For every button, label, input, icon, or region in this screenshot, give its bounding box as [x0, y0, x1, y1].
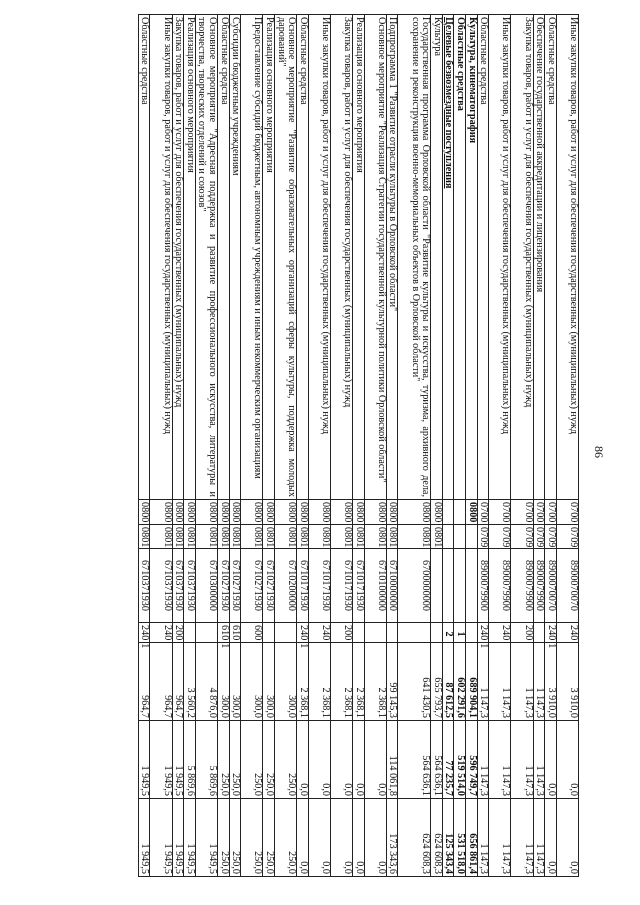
row-ved-cell: 0800 [330, 500, 352, 525]
row-name-cell: Областные средства [454, 15, 466, 500]
row-name-cell: Закупка товаров, работ и услуг для обеспечения государственных (муниципальных) нужд [511, 15, 533, 500]
row-amount-1-cell: 2 368,1 [353, 643, 365, 721]
table-row [442, 15, 454, 877]
row-amount-2-cell: 564 636,1 [431, 721, 443, 799]
row-amount-3-cell: 0,0 [556, 799, 578, 877]
row-ved-cell: 0800 [353, 500, 365, 525]
row-amount-1-cell: 1 147,3 [489, 643, 511, 721]
row-expense-type-cell [466, 623, 478, 643]
row-expense-type-cell [545, 623, 557, 649]
row-amount-1-cell: 964,7 [150, 643, 172, 721]
row-section-cell: 0801 [386, 525, 398, 549]
row-expense-type-cell [184, 623, 196, 643]
row-amount-1-cell: 4 876,0 [195, 643, 217, 721]
row-section-cell: 0801 [364, 525, 386, 549]
page-number: 86 [592, 446, 606, 458]
row-amount-1-cell: 2 368,1 [330, 643, 352, 721]
row-target-article-cell [442, 549, 454, 623]
row-target-article-cell [431, 549, 443, 623]
row-amount-2-cell: 0,0 [545, 721, 557, 799]
row-amount-3-cell: 1 147,3 [533, 799, 545, 877]
row-amount-2-cell: 1 147,3 [533, 721, 545, 799]
row-ved-cell [454, 500, 466, 525]
row-amount-2-cell: 1 949,5 [172, 721, 184, 799]
row-amount-2-cell: 1 147,3 [489, 721, 511, 799]
row-name-cell: Областные средства [217, 15, 229, 500]
row-section-cell: 0801 [297, 525, 309, 549]
row-amount-3-cell: 173 343,6 [386, 799, 398, 877]
row-amount-2-cell: 0,0 [308, 721, 330, 799]
row-expense-type-cell [217, 623, 230, 649]
row-amount-3-cell: 0,0 [308, 799, 330, 877]
row-target-article-cell: 6710171930 [308, 549, 330, 623]
row-amount-1-cell: 300,0 [229, 643, 241, 721]
row-expense-type-cell [431, 623, 443, 643]
row-section-cell: 0801 [217, 525, 229, 549]
row-ved-cell: 0800 [150, 500, 172, 525]
row-section-cell [466, 525, 478, 549]
row-ved-cell: 0800 [241, 500, 263, 525]
rotated-page [62, 14, 579, 876]
row-name-cell: Подпрограмма 1 "Развитие отрасли культуры в Орловской области" [386, 15, 398, 500]
row-section-cell: 0801 [263, 525, 275, 549]
row-target-article-cell: 6710271930 [263, 549, 275, 623]
row-amount-3-cell: 250,0 [229, 799, 241, 877]
table-row [184, 15, 196, 877]
row-target-article-cell: 6710371930 [150, 549, 172, 623]
row-target-article-cell: 6710100000 [364, 549, 386, 623]
row-ved-cell: 0800 [217, 500, 229, 525]
table-row [545, 15, 557, 877]
table-row [398, 15, 431, 877]
row-name-cell: Закупка товаров, работ и услуг для обеспечения государственных (муниципальных) нужд [330, 15, 352, 500]
row-target-article-cell: 6710200000 [274, 549, 296, 623]
row-ved-cell: 0800 [172, 500, 184, 525]
row-amount-2-cell: 0,0 [556, 721, 578, 799]
table-row [556, 15, 578, 877]
row-expense-type-cell: 200 [330, 623, 352, 643]
row-target-article-cell: 6710000000 [386, 549, 398, 623]
row-expense-type-cell [274, 623, 296, 643]
row-expense-type-cell [195, 623, 217, 643]
table-row [297, 15, 309, 877]
row-section-cell: 0801 [330, 525, 352, 549]
row-amount-3-cell: 250,0 [274, 799, 296, 877]
row-name-cell: Иные закупки товаров, работ и услуг для обеспечения государственных (муниципальных) нужд [150, 15, 172, 500]
row-amount-3-cell: 1 949,5 [138, 799, 150, 877]
row-amount-1-cell: 602 291,6 [454, 643, 466, 721]
row-amount-2-cell: 250,0 [241, 721, 263, 799]
table-row [241, 15, 263, 877]
table-row [263, 15, 275, 877]
table-row [172, 15, 184, 877]
row-amount-3-cell: 1 949,5 [184, 799, 196, 877]
row-amount-1-cell: 2 368,1 [308, 643, 330, 721]
row-amount-2-cell: 1 949,5 [150, 721, 172, 799]
row-expense-type-cell: 240 [308, 623, 330, 643]
row-target-article-cell: 6710271930 [229, 549, 241, 623]
row-ved-cell: 0700 [545, 500, 557, 525]
row-target-article-cell [454, 549, 466, 623]
row-target-article-cell: 6710371930 [138, 549, 150, 623]
table-row [489, 15, 511, 877]
row-target-article-cell: 8900079900 [511, 549, 533, 623]
row-section-cell: 0801 [150, 525, 172, 549]
row-amount-2-cell: 1 949,5 [138, 721, 150, 799]
expense-type-code: 240 [478, 625, 490, 641]
budget-table [138, 14, 579, 877]
row-expense-type-cell: 200 [511, 623, 533, 643]
row-expense-type-cell [477, 623, 490, 649]
row-ved-cell: 0800 [263, 500, 275, 525]
row-section-cell: 0709 [477, 525, 489, 549]
row-amount-2-cell: 1 147,3 [511, 721, 533, 799]
row-amount-3-cell: 1 949,5 [150, 799, 172, 877]
table-row [466, 15, 478, 877]
row-expense-type-cell [533, 623, 545, 643]
row-amount-3-cell: 125 343,4 [442, 799, 454, 877]
row-amount-1-cell: 1 147,3 [511, 643, 533, 721]
row-ved-cell: 0800 [308, 500, 330, 525]
row-ved-cell: 0700 [533, 500, 545, 525]
budget-table-body [138, 15, 578, 877]
row-amount-2-cell: 250,0 [263, 721, 275, 799]
row-amount-1-cell: 3 910,0 [556, 643, 578, 721]
row-amount-1-cell: 2 368,1 [297, 643, 309, 721]
row-name-cell: Основное мероприятие "Развитие образовательных организаций сферы культуры, поддержка молодых дарований" [274, 15, 296, 500]
row-amount-3-cell: 250,0 [263, 799, 275, 877]
row-expense-type-cell: 240 [489, 623, 511, 643]
row-amount-2-cell: 77 235,7 [442, 721, 454, 799]
expense-type-code: 240 [545, 625, 557, 641]
row-expense-type-cell [297, 623, 309, 649]
row-amount-2-cell: 5 869,6 [184, 721, 196, 799]
row-target-article-cell: 6710271930 [217, 549, 229, 623]
row-section-cell: 0801 [195, 525, 217, 549]
row-section-cell: 0709 [511, 525, 533, 549]
row-amount-1-cell: 3 910,0 [545, 643, 557, 721]
row-amount-3-cell: 624 608,3 [398, 799, 431, 877]
row-target-article-cell: 6710300000 [195, 549, 217, 623]
row-name-cell: Основное мероприятие "Реализация Стратегии государственной культурной политики Орловской области" [364, 15, 386, 500]
table-row [217, 15, 229, 877]
expense-type-code: 240 [139, 625, 151, 641]
row-amount-2-cell: 1 147,3 [477, 721, 489, 799]
row-target-article-cell: 8900079900 [489, 549, 511, 623]
row-name-cell: Иные закупки товаров, работ и услуг для обеспечения государственных (муниципальных) нужд [489, 15, 511, 500]
row-target-article-cell: 6710371930 [172, 549, 184, 623]
expense-type-code: 610 [218, 625, 230, 641]
row-section-cell [442, 525, 454, 549]
row-ved-cell: 0800 [386, 500, 398, 525]
row-ved-cell: 0800 [431, 500, 443, 525]
row-section-cell: 0709 [556, 525, 578, 549]
row-amount-1-cell: 300,0 [241, 643, 263, 721]
row-target-article-cell: 6710371930 [184, 549, 196, 623]
row-name-cell: Обеспечение государственной аккредитации и лицензирования [533, 15, 545, 500]
row-amount-3-cell: 0,0 [364, 799, 386, 877]
row-ved-cell: 0800 [184, 500, 196, 525]
table-row [431, 15, 443, 877]
row-amount-3-cell: 1 147,3 [489, 799, 511, 877]
row-name-cell: Субсидии бюджетным учреждениям [229, 15, 241, 500]
row-amount-1-cell: 300,0 [217, 643, 229, 721]
row-ved-cell: 0700 [477, 500, 489, 525]
row-expense-type-cell [364, 623, 386, 643]
row-expense-type-cell: 240 [556, 623, 578, 643]
row-amount-3-cell: 250,0 [241, 799, 263, 877]
row-name-cell: Государственная программа Орловской области "Развитие культуры и искусства, туризма, архивного дела, сохранение и реконструкция военно-мемориальных объектов в Орловской области" [398, 15, 431, 500]
table-row [308, 15, 330, 877]
row-expense-type-cell [263, 623, 275, 643]
row-amount-3-cell: 1 949,5 [172, 799, 184, 877]
row-amount-3-cell: 1 147,3 [511, 799, 533, 877]
row-amount-1-cell: 655 793,7 [431, 643, 443, 721]
funding-source-marker: 1 [139, 643, 151, 649]
row-target-article-cell: 6710171930 [297, 549, 309, 623]
row-name-cell: Реализация основного мероприятия [184, 15, 196, 500]
row-amount-1-cell: 1 147,3 [477, 643, 489, 721]
row-amount-1-cell: 964,7 [138, 643, 150, 721]
row-amount-1-cell: 99 145,3 [386, 643, 398, 721]
row-expense-type-cell: 600 [241, 623, 263, 643]
row-target-article-cell: 8900070070 [556, 549, 578, 623]
funding-source-marker: 1 [545, 643, 557, 649]
row-ved-cell [442, 500, 454, 525]
row-amount-1-cell: 1 147,3 [533, 643, 545, 721]
row-ved-cell: 0800 [274, 500, 296, 525]
row-section-cell: 0709 [545, 525, 557, 549]
funding-source-marker: 1 [455, 631, 467, 637]
row-amount-3-cell: 656 861,4 [466, 799, 478, 877]
row-expense-type-cell [353, 623, 365, 643]
table-row [195, 15, 217, 877]
row-ved-cell: 0800 [364, 500, 386, 525]
row-amount-2-cell: 5 869,6 [195, 721, 217, 799]
row-ved-cell: 0800 [466, 500, 478, 525]
row-amount-3-cell: 624 608,3 [431, 799, 443, 877]
row-target-article-cell: 6710171930 [353, 549, 365, 623]
row-amount-3-cell: 0,0 [545, 799, 557, 877]
row-amount-2-cell: 0,0 [330, 721, 352, 799]
row-section-cell: 0801 [308, 525, 330, 549]
row-amount-2-cell: 0,0 [353, 721, 365, 799]
table-row [477, 15, 489, 877]
row-ved-cell: 0800 [229, 500, 241, 525]
row-section-cell: 0801 [229, 525, 241, 549]
row-name-cell: Культура, кинематография [466, 15, 478, 500]
row-name-cell: Реализация основного мероприятия [353, 15, 365, 500]
row-target-article-cell: 8900070070 [545, 549, 557, 623]
row-section-cell [454, 525, 466, 549]
row-amount-2-cell: 250,0 [229, 721, 241, 799]
row-amount-3-cell: 531 518,0 [454, 799, 466, 877]
row-ved-cell: 0700 [489, 500, 511, 525]
row-name-cell: Предоставление субсидий бюджетным, автономным учреждениям и иным некоммерческим организациям [241, 15, 263, 500]
row-amount-1-cell: 300,0 [274, 643, 296, 721]
row-expense-type-cell: 610 [229, 623, 241, 643]
row-ved-cell: 0800 [297, 500, 309, 525]
funding-source-marker: 1 [218, 643, 230, 649]
row-amount-3-cell: 1 949,5 [195, 799, 217, 877]
row-ved-cell: 0800 [138, 500, 150, 525]
row-expense-type-cell [138, 623, 151, 649]
row-section-cell: 0801 [184, 525, 196, 549]
table-row [138, 15, 150, 877]
row-section-cell: 0801 [172, 525, 184, 549]
table-row [150, 15, 172, 877]
row-expense-type-cell [442, 623, 454, 643]
row-amount-2-cell: 0,0 [364, 721, 386, 799]
table-row [454, 15, 466, 877]
row-section-cell: 0801 [138, 525, 150, 549]
row-ved-cell: 0700 [511, 500, 533, 525]
table-row [274, 15, 296, 877]
row-section-cell: 0801 [431, 525, 443, 549]
table-row [330, 15, 352, 877]
table-row [386, 15, 398, 877]
table-row [511, 15, 533, 877]
row-amount-3-cell: 0,0 [297, 799, 309, 877]
budget-table-container [62, 14, 579, 876]
row-section-cell: 0801 [241, 525, 263, 549]
table-row [353, 15, 365, 877]
row-section-cell: 0801 [398, 525, 431, 549]
row-target-article-cell: 8900079900 [533, 549, 545, 623]
row-amount-2-cell: 519 514,0 [454, 721, 466, 799]
row-target-article-cell: 6710271930 [241, 549, 263, 623]
row-amount-1-cell: 641 430,5 [398, 643, 431, 721]
row-expense-type-cell [386, 623, 398, 643]
row-amount-3-cell: 0,0 [330, 799, 352, 877]
row-amount-2-cell: 250,0 [274, 721, 296, 799]
row-amount-1-cell: 87 612,5 [442, 643, 454, 721]
row-name-cell: Областные средства [545, 15, 557, 500]
row-target-article-cell: 6700000000 [398, 549, 431, 623]
table-row [229, 15, 241, 877]
row-name-cell: Иные закупки товаров, работ и услуг для обеспечения государственных (муниципальных) нужд [308, 15, 330, 500]
expense-type-code: 240 [297, 625, 309, 641]
row-amount-2-cell: 0,0 [297, 721, 309, 799]
row-name-cell: Закупка товаров, работ и услуг для обеспечения государственных (муниципальных) нужд [172, 15, 184, 500]
row-amount-1-cell: 2 368,1 [364, 643, 386, 721]
row-amount-2-cell: 250,0 [217, 721, 229, 799]
row-amount-2-cell: 596 749,7 [466, 721, 478, 799]
row-section-cell: 0709 [533, 525, 545, 549]
row-name-cell: Областные средства [138, 15, 150, 500]
row-name-cell: Целевые безвозмездные поступления [442, 15, 454, 500]
row-amount-1-cell: 3 560,2 [184, 643, 196, 721]
row-amount-1-cell: 689 904,1 [466, 643, 478, 721]
row-name-cell: Культура [431, 15, 443, 500]
row-target-article-cell: 8900079900 [477, 549, 489, 623]
row-name-cell: Основное мероприятие "Адресная поддержка и развитие профессионального искусства, литературы и творчества, творческих отделений и союзов" [195, 15, 217, 500]
table-row [533, 15, 545, 877]
row-ved-cell: 0800 [195, 500, 217, 525]
funding-source-marker: 1 [478, 643, 490, 649]
row-amount-1-cell: 300,0 [263, 643, 275, 721]
row-amount-2-cell: 114 061,8 [386, 721, 398, 799]
row-amount-3-cell: 0,0 [353, 799, 365, 877]
table-row [364, 15, 386, 877]
row-expense-type-cell: 240 [150, 623, 172, 643]
row-section-cell: 0801 [274, 525, 296, 549]
row-amount-3-cell: 1 147,3 [477, 799, 489, 877]
row-section-cell: 0801 [353, 525, 365, 549]
row-expense-type-cell [454, 623, 466, 643]
row-target-article-cell [466, 549, 478, 623]
row-name-cell: Областные средства [477, 15, 489, 500]
row-amount-3-cell: 250,0 [217, 799, 229, 877]
row-name-cell: Областные средства [297, 15, 309, 500]
funding-source-marker: 2 [443, 631, 455, 637]
row-amount-1-cell: 964,7 [172, 643, 184, 721]
row-target-article-cell: 6710171930 [330, 549, 352, 623]
funding-source-marker: 1 [297, 643, 309, 649]
row-name-cell: Иные закупки товаров, работ и услуг для обеспечения государственных (муниципальных) нужд [556, 15, 578, 500]
row-ved-cell: 0700 [556, 500, 578, 525]
row-expense-type-cell: 200 [172, 623, 184, 643]
row-ved-cell: 0800 [398, 500, 431, 525]
row-amount-2-cell: 564 636,1 [398, 721, 431, 799]
row-expense-type-cell [398, 623, 431, 643]
row-name-cell: Реализация основного мероприятия [263, 15, 275, 500]
row-section-cell: 0709 [489, 525, 511, 549]
